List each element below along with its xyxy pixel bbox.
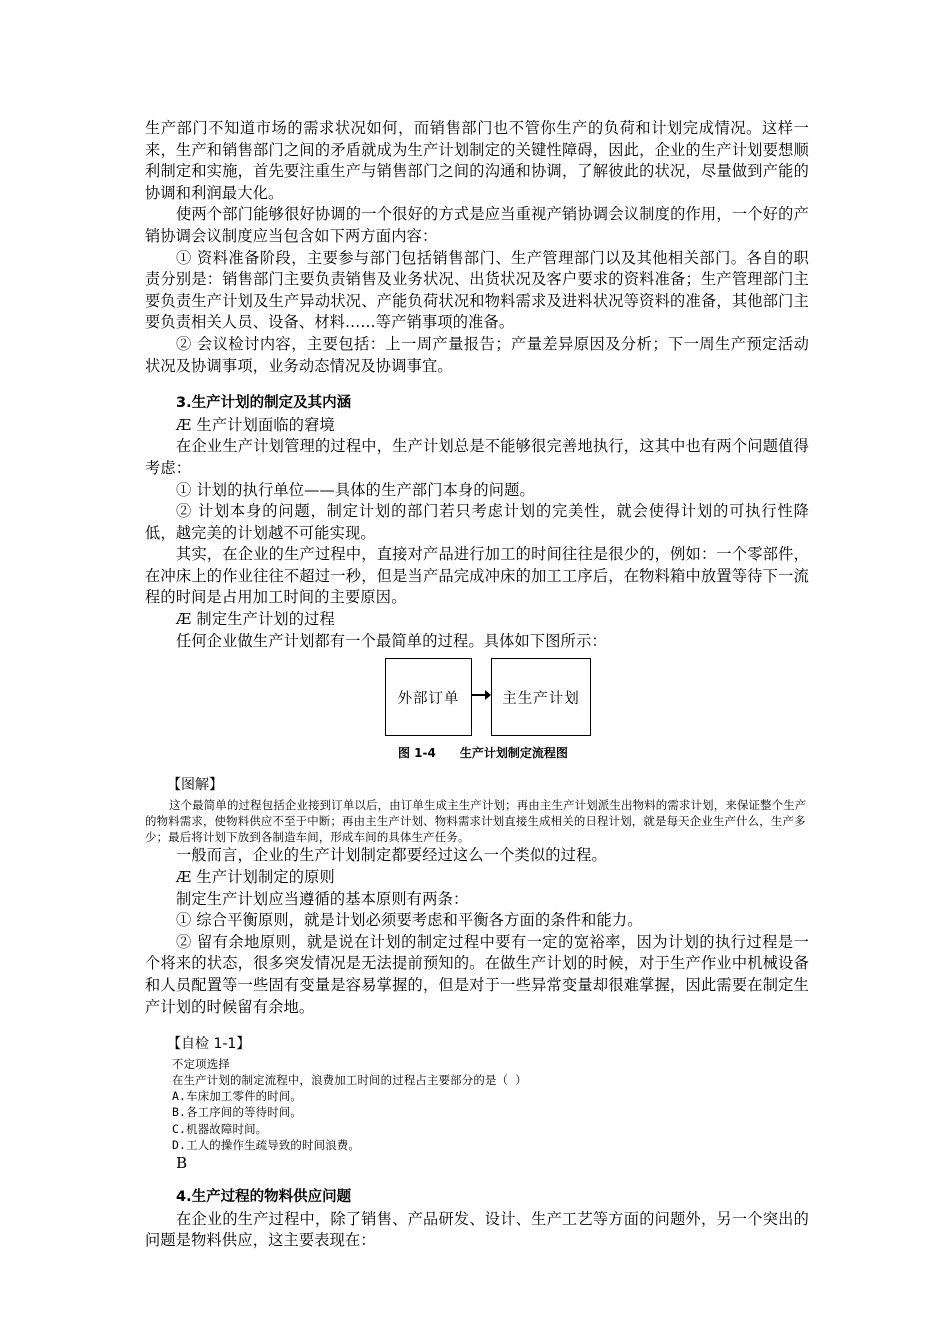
paragraph: 生产部门不知道市场的需求状况如何，而销售部门也不管你生产的负荷和计划完成情况。这样一来，生产和销售部门之间的矛盾就成为生产计划制定的关键性障碍，因此，企业的生产计划要想顺利制定和实施，首先要注重生产与销售部门之间的沟通和协调，了解彼此的状况，尽量做到产能的协调和利润最大化。: [145, 119, 809, 202]
subheading: Æ 生产计划面临的窘境: [176, 415, 335, 434]
option-c: C.机器故障时间。: [172, 1121, 268, 1136]
figure-title: 生产计划制定流程图: [459, 746, 568, 761]
subheading: Æ 制定生产计划的过程: [176, 610, 335, 629]
subheading: Æ 生产计划制定的原则: [176, 868, 335, 887]
paragraph: 制定生产计划应当遵循的基本原则有两条：: [176, 889, 469, 908]
self-check-heading: 【自检 1-1】: [167, 1036, 251, 1053]
paragraph: 在企业的生产过程中，除了销售、产品研发、设计、生产工艺等方面的问题外，另一个突出的问题是物料供应，这主要表现在：: [145, 1209, 809, 1250]
paragraph: 一般而言，企业的生产计划制定都要经过这么一个类似的过程。: [176, 846, 607, 865]
arrow-right-icon: [472, 694, 489, 696]
question-type: 不定项选择: [172, 1056, 230, 1071]
list-item: ① 综合平衡原则，就是计划必须要考虑和平衡各方面的条件和能力。: [176, 911, 643, 930]
diagram-explanation-heading: 【图解】: [167, 777, 223, 794]
answer: B: [176, 1154, 188, 1173]
list-item: ② 留有余地原则，就是说在计划的制定过程中要有一定的宽裕率，因为计划的执行过程是一个将来的状态，很多突发情况是无法提前预知的。在做生产计划的时候，对于生产作业中机械设备和人员配置等一些固有变量是容易掌握的，但是对于一些异常变量却很难掌握，因此需要在制定生产计划的时候留有余地。: [145, 932, 809, 1016]
question-text: 在生产计划的制定流程中，浪费加工时间的过程占主要部分的是（ ）: [172, 1073, 527, 1087]
list-item: ① 计划的执行单位——具体的生产部门本身的问题。: [176, 480, 535, 499]
list-item: ② 会议检讨内容，主要包括：上一周产量报告；产量差异原因及分析；下一周生产预定活动状况及协调事项，业务动态情况及协调事宜。: [145, 334, 809, 375]
flow-box-master-plan: 主生产计划: [491, 658, 591, 736]
paragraph: 使两个部门能够很好协调的一个很好的方式是应当重视产销协调会议制度的作用，一个好的产销协调会议制度应当包含如下两方面内容：: [145, 205, 809, 245]
flow-box-external-order: 外部订单: [385, 658, 472, 736]
paragraph: 在企业生产计划管理的过程中，生产计划总是不能够很完善地执行，这其中也有两个问题值得考虑：: [145, 437, 809, 477]
paragraph: 任何企业做生产计划都有一个最简单的过程。具体如下图所示：: [176, 631, 607, 650]
list-item: ② 计划本身的问题，制定计划的部门若只考虑计划的完美性，就会使得计划的可执行性降低，越完美的计划越不可能实现。: [145, 502, 809, 542]
paragraph: 其实，在企业的生产过程中，直接对产品进行加工的时间往往是很少的，例如：一个零部件，在冲床上的作业往往不超过一秒，但是当产品完成冲床的加工工序后，在物料箱中放置等待下一流程的时间是占用加工时间的主要原因。: [145, 545, 809, 607]
figure-number: 图 1-4: [398, 746, 436, 761]
figure-caption: [145, 744, 809, 761]
option-b: B.各工序间的等待时间。: [172, 1105, 303, 1120]
option-a: A.车床加工零件的时间。: [172, 1089, 303, 1104]
section-heading: 4.生产过程的物料供应问题: [176, 1189, 352, 1206]
section-heading: 3.生产计划的制定及其内涵: [176, 395, 352, 412]
list-item: ① 资料准备阶段，主要参与部门包括销售部门、生产管理部门以及其他相关部门。各自的职责分别是：销售部门主要负责销售及业务状况、出货状况及客户要求的资料准备；生产管理部门主要负责生产计划及生产异动状况、产能负荷状况和物料需求及进料状况等资料的准备，其他部门主要负责相关人员、设备、材料……等产销事项的准备。: [145, 248, 809, 332]
flow-diagram: [385, 658, 605, 740]
document-page: [145, 118, 809, 1252]
diagram-explanation-text: 这个最简单的过程包括企业接到订单以后，由订单生成主生产计划；再由主生产计划派生出物料的需求计划，来保证整个生产的物料需求，使物料供应不至于中断；再由主生产计划、物料需求计划直接生成相关的日程计划，就是每天企业生产什么，生产多少；最后将计划下放到各制造车间，形成车间的具体生产任务。: [145, 797, 807, 845]
option-d: D.工人的操作生疏导致的时间浪费。: [172, 1137, 360, 1152]
